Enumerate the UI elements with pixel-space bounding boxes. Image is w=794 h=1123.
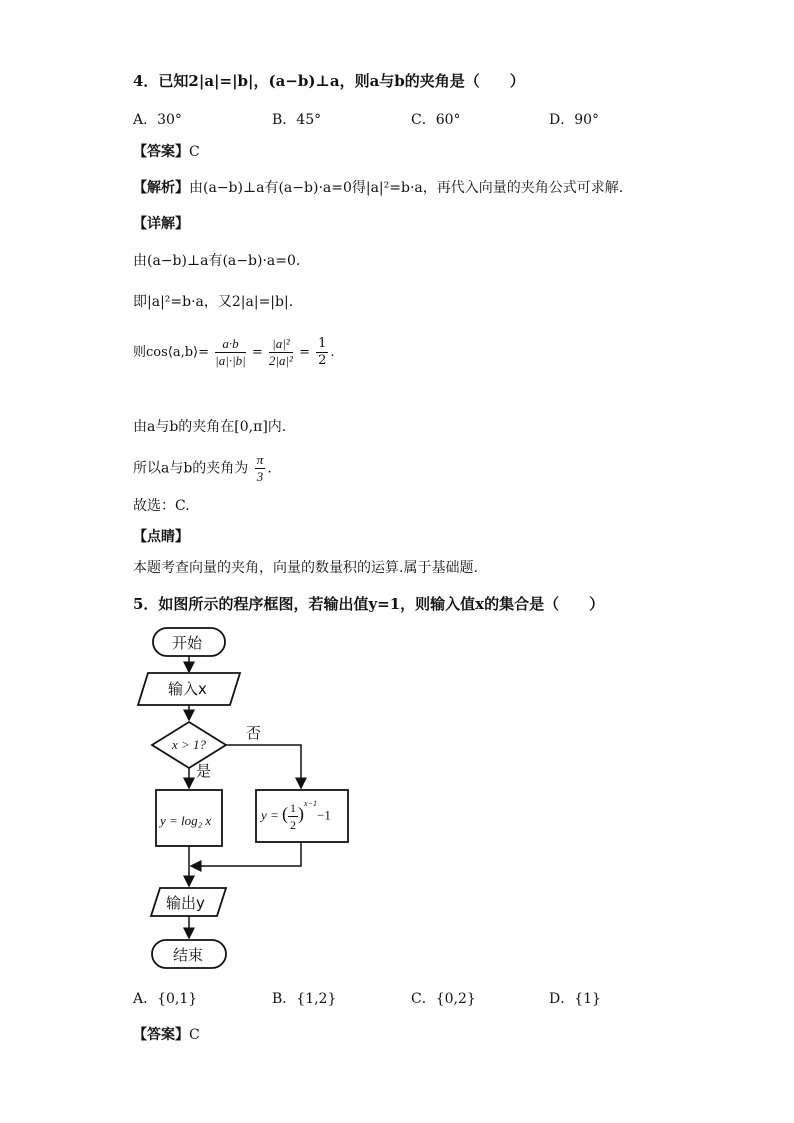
answer-label: 【答案】 — [133, 1027, 189, 1043]
analysis-label: 【解析】 — [133, 180, 189, 196]
flow-cond-text: x > 1? — [172, 737, 207, 752]
pi-num: π — [256, 452, 264, 467]
q4-option-c: C．60° — [411, 112, 461, 128]
q4-option-d: D．90° — [549, 112, 600, 128]
half-num: 1 — [290, 801, 297, 815]
cos-prefix: 则cos⟨a,b⟩= — [133, 345, 210, 360]
exp-suffix: −1 — [317, 807, 331, 823]
q4-option-b: B．45° — [272, 112, 322, 128]
flow-exp-text — [261, 800, 331, 833]
half-fraction — [288, 800, 298, 833]
fraction-3-num: 1 — [318, 336, 327, 351]
right-paren: ) — [298, 803, 305, 824]
flow-yes-label: 是 — [196, 762, 212, 780]
flow-end-text: 结束 — [173, 946, 204, 964]
exp-prefix: y = — [261, 807, 279, 823]
conclusion-prefix: 所以a与b的夹角为 — [133, 460, 249, 477]
q4-detail-line-4: 由a与b的夹角在[0,π]内. — [133, 419, 287, 435]
flow-log-text: y = log₂ x — [160, 813, 212, 828]
q4-comment: 本题考查向量的夹角，向量的数量积的运算.属于基础题. — [133, 560, 478, 576]
half-den: 2 — [290, 818, 297, 832]
answer-label: 【答案】 — [133, 144, 189, 160]
fraction-1-num: a·b — [215, 336, 246, 353]
exp-power: x−1 — [304, 799, 317, 809]
q4-option-a: A．30° — [133, 112, 182, 128]
q4-stem: 4．已知2|a|=|b|，(a−b)⊥a，则a与b的夹角是（ ） — [133, 72, 525, 90]
flow-start-text: 开始 — [172, 634, 203, 652]
flow-input-text: 输入x — [168, 680, 207, 698]
period: . — [330, 345, 335, 360]
q4-detail-line-2: 即|a|²=b·a，又2|a|=|b|. — [133, 294, 294, 310]
q5-option-c: C．{0,2} — [411, 991, 476, 1007]
q5-option-b: B．{1,2} — [272, 991, 337, 1007]
fraction-3-den: 2 — [318, 353, 327, 368]
q5-option-d: D．{1} — [549, 991, 601, 1007]
fraction-1-den: |a|·|b| — [215, 353, 246, 368]
q5-answer — [133, 1024, 200, 1044]
equals-1: = — [251, 345, 263, 360]
equals-2: = — [299, 345, 310, 360]
flow-no-label: 否 — [246, 724, 262, 742]
q5-option-a: A．{0,1} — [133, 991, 198, 1007]
fraction-2-den: 2|a|² — [268, 353, 293, 368]
q4-detail-label: 【详解】 — [133, 216, 189, 232]
flow-output-text: 输出y — [166, 894, 205, 912]
pi-den: 3 — [256, 469, 264, 484]
answer-value: C — [189, 144, 200, 160]
q4-comment-label: 【点睛】 — [133, 529, 189, 545]
q4-detail-line-6: 故选：C. — [133, 498, 190, 514]
answer-value: C — [189, 1027, 200, 1043]
left-paren: ( — [282, 803, 289, 824]
q4-detail-line-1: 由(a−b)⊥a有(a−b)·a=0. — [133, 253, 301, 269]
fraction-2-num: |a|² — [269, 336, 293, 353]
period: . — [267, 460, 272, 477]
q5-stem: 5．如图所示的程序框图，若输出值y=1，则输入值x的集合是（ ） — [133, 595, 605, 613]
analysis-text: 由(a−b)⊥a有(a−b)·a=0得|a|²=b·a，再代入向量的夹角公式可求解. — [189, 180, 624, 196]
